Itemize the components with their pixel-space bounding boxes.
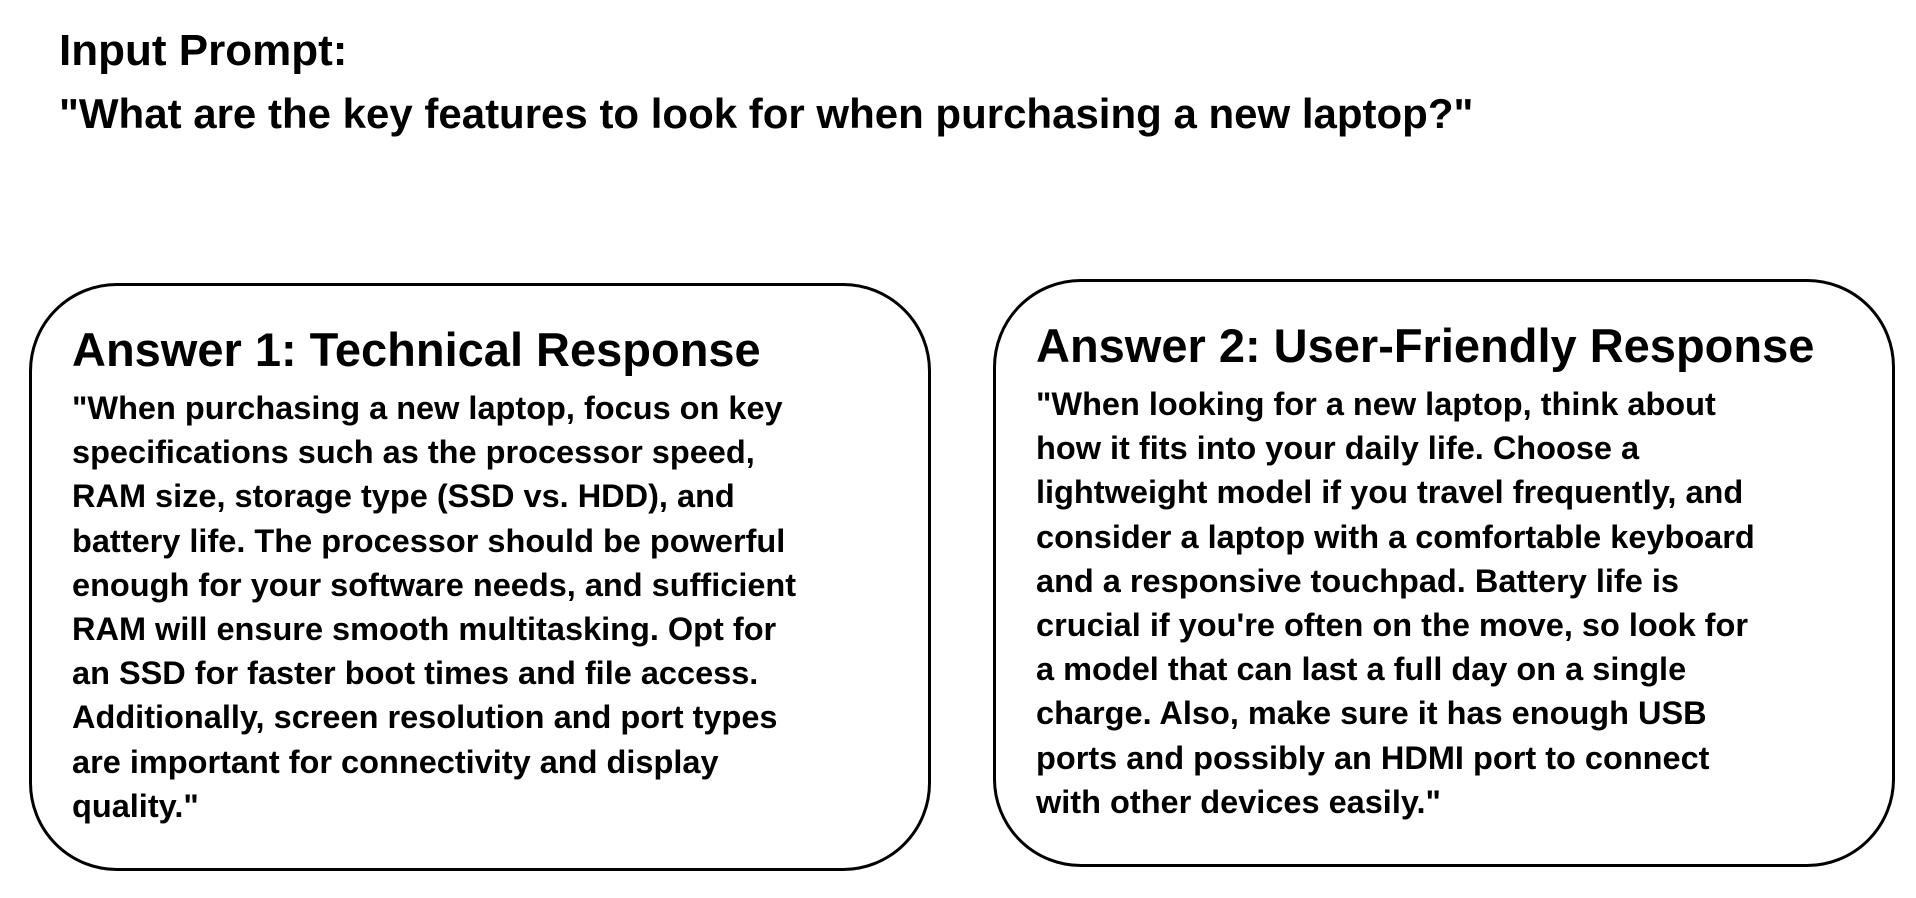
answer-1-title: Answer 1: Technical Response: [72, 323, 761, 376]
answer-line: crucial if you're often on the move, so look for: [1036, 607, 1749, 644]
answer-2-body: [1036, 382, 1755, 824]
answer-line: an SSD for faster boot times and file access.: [72, 655, 759, 692]
answer-2-box: [993, 279, 1895, 867]
answer-line: consider a laptop with a comfortable keyboard: [1036, 518, 1755, 555]
answer-line: how it fits into your daily life. Choose a: [1036, 430, 1640, 467]
answer-line: quality.": [72, 787, 199, 824]
answer-line: RAM size, storage type (SSD vs. HDD), and: [72, 478, 735, 515]
answer-line: battery life. The processor should be powerful: [72, 522, 786, 559]
answer-line: charge. Also, make sure it has enough USB: [1036, 695, 1707, 732]
input-prompt-label: Input Prompt:: [59, 26, 348, 75]
answer-line: enough for your software needs, and sufficient: [72, 566, 797, 603]
answer-line: "When purchasing a new laptop, focus on key: [72, 390, 783, 426]
answer-line: with other devices easily.": [1036, 783, 1441, 820]
answer-line: lightweight model if you travel frequently, and: [1036, 474, 1744, 511]
answer-1-box: [29, 283, 931, 871]
answer-line: specifications such as the processor speed,: [72, 434, 755, 471]
answer-2-title: Answer 2: User-Friendly Response: [1036, 319, 1815, 372]
answer-line: and a responsive touchpad. Battery life is: [1036, 562, 1679, 599]
answer-1-body: [72, 386, 796, 828]
answer-line: ports and possibly an HDMI port to connect: [1036, 739, 1710, 776]
input-prompt-text: "What are the key features to look for when purchasing a new laptop?": [59, 90, 1474, 137]
answer-line: are important for connectivity and display: [72, 743, 719, 780]
answer-line: a model that can last a full day on a single: [1036, 651, 1687, 688]
answer-line: RAM will ensure smooth multitasking. Opt for: [72, 611, 777, 648]
answer-line: "When looking for a new laptop, think about: [1036, 386, 1716, 422]
answer-line: Additionally, screen resolution and port types: [72, 699, 778, 736]
